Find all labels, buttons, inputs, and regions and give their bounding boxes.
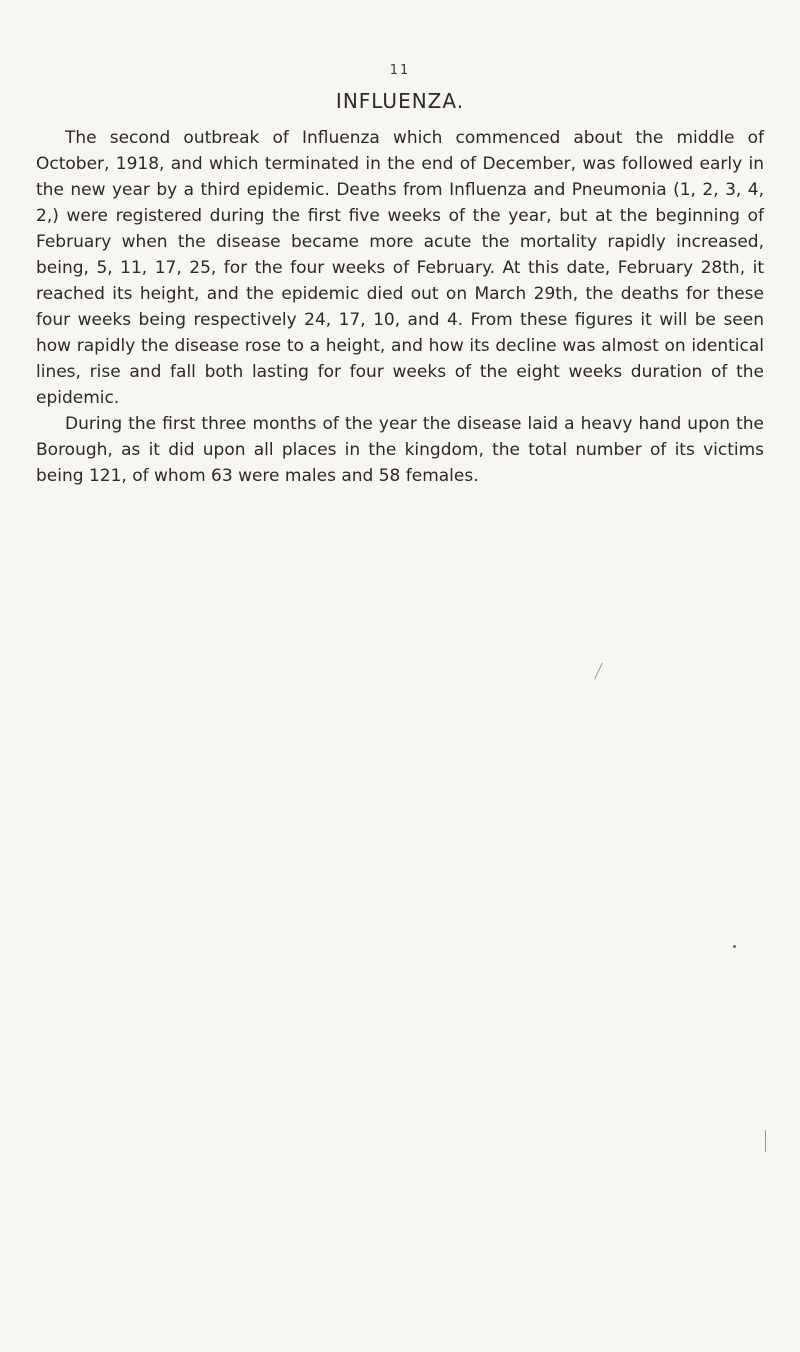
paragraph-influenza-epidemic: The second outbreak of Influenza which commenced about the middle of October, 1918, and which terminated in the end of December, was followed early in the new year by a third epidemic. Deaths from Influenza and Pneumonia (1, 2, 3, 4, 2,) were registered during the first five weeks of the year, but at the beginning of February when the disease became more acute the mortality rapidly increased, being, 5, 11, 17, 25, for the four weeks of February. At this date, February 28th, it reached its height, and the epidemic died out on March 29th, the deaths for these four weeks being respectively 24, 17, 10, and 4. From these figures it will be seen how rapidly the disease rose to a height, and how its decline was almost on identical lines, rise and fall both lasting for four weeks of the eight weeks duration of the epidemic. — [36, 128, 764, 408]
page-number: 11 — [389, 63, 411, 78]
paper-hair-mark — [765, 1130, 766, 1152]
paragraph-borough-victims: During the first three months of the year the disease laid a heavy hand upon the Borough, as it did upon all places in the kingdom, the total number of its victims being 121, of whom 63 were males and 58 females. — [36, 414, 764, 486]
paper-speck — [733, 945, 736, 948]
body-text — [36, 125, 764, 489]
paper-hair-mark — [594, 663, 603, 680]
section-heading: INFLUENZA. — [335, 89, 465, 113]
